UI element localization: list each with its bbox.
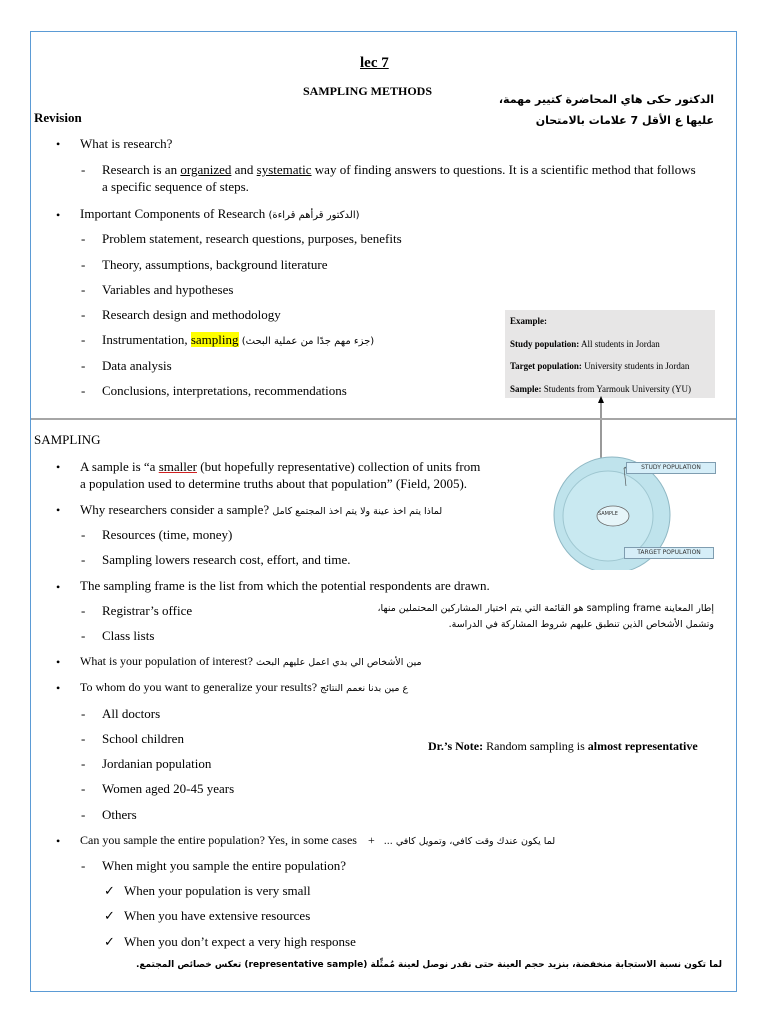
text-run: To whom do you want to generalize your results? <box>80 680 318 694</box>
sampling-frame-definition: The sampling frame is the list from which the potential respondents are drawn. <box>80 578 490 593</box>
dash-glyph: - <box>81 706 86 721</box>
why-sample-question <box>80 502 442 518</box>
research-definition-line2: a specific sequence of steps. <box>102 179 249 194</box>
value: All students in Jordan <box>579 338 660 349</box>
dash-glyph: - <box>81 527 86 542</box>
when-question: When might you sample the entire population? <box>102 858 347 873</box>
arabic-note: ع مين بدنا نعمم النتائج <box>320 683 409 694</box>
dash-glyph: - <box>81 603 86 618</box>
study-population-label: STUDY POPULATION <box>626 462 716 474</box>
bullet-glyph: • <box>56 503 61 517</box>
text-run: Important Components of Research <box>80 206 266 221</box>
component-item: Conclusions, interpretations, recommendations <box>102 383 347 398</box>
text-run: Instrumentation, <box>102 332 191 347</box>
component-item: Variables and hypotheses <box>102 282 234 297</box>
generalize-item: School children <box>102 731 184 746</box>
generalize-question <box>80 680 408 695</box>
plus-sign: + <box>367 833 375 847</box>
dash-glyph: - <box>81 807 86 822</box>
example-target-population <box>510 355 715 378</box>
text-run: Can you sample the entire population? Yes, in some cases <box>80 833 357 847</box>
generalize-item: Others <box>102 807 137 822</box>
text-run: (but hopefully representative) collection of units from <box>196 459 481 474</box>
bold-phrase: almost representative <box>587 739 698 753</box>
label: Study population: <box>510 338 580 349</box>
section-divider <box>31 418 736 420</box>
dash-glyph: - <box>81 731 86 746</box>
example-sample <box>510 378 715 401</box>
text-run: Random sampling is <box>483 739 588 753</box>
dash-glyph: - <box>81 307 86 322</box>
entire-population-question <box>80 833 555 848</box>
arabic-note-line1: الدكتور حكى هاي المحاضرة كتيير مهمة، <box>498 93 714 106</box>
component-item: Research design and methodology <box>102 307 281 322</box>
question-what-is-research: What is research? <box>80 136 173 151</box>
dash-glyph: - <box>81 781 86 796</box>
generalize-item: Women aged 20-45 years <box>102 781 235 796</box>
generalize-item: All doctors <box>102 706 161 721</box>
dash-glyph: - <box>81 282 86 297</box>
dash-glyph: - <box>81 231 86 246</box>
important-components-heading <box>80 206 360 222</box>
sampling-heading: SAMPLING <box>34 432 101 447</box>
when-item: When your population is very small <box>124 883 311 898</box>
bullet-glyph: • <box>56 655 61 669</box>
frame-arabic-note-line2: وتشمل الأشخاص الذين تنطبق عليهم شروط المشاركة في الدراسة. <box>448 619 714 630</box>
why-item: Resources (time, money) <box>102 527 233 542</box>
arabic-note: (جزء مهم جدًا من عملية البحث) <box>241 336 375 347</box>
check-icon: ✓ <box>104 883 115 898</box>
arabic-note: لماذا يتم اخذ عينة ولا يتم اخذ المجتمع كامل <box>272 506 443 517</box>
doctor-note <box>428 739 698 754</box>
value: Students from Yarmouk University (YU) <box>541 383 691 394</box>
sample-definition-line2: a population used to determine truths about that population” (Field, 2005). <box>80 476 468 491</box>
component-item: Problem statement, research questions, purposes, benefits <box>102 231 402 246</box>
when-item: When you don’t expect a very high response <box>124 934 356 949</box>
underlined-word: organized <box>180 162 232 177</box>
dash-glyph: - <box>81 552 86 567</box>
text-run: and <box>231 162 257 177</box>
check-icon: ✓ <box>104 908 115 923</box>
label: Dr.’s Note: <box>428 739 484 753</box>
example-heading: Example: <box>510 316 547 326</box>
text-run: way of finding answers to questions. It is a scientific method that follows <box>311 162 696 177</box>
why-item: Sampling lowers research cost, effort, and time. <box>102 552 351 567</box>
component-item: Theory, assumptions, background literature <box>102 257 328 272</box>
frame-arabic-note-line1: إطار المعاينة sampling frame هو القائمة التي يتم اختيار المشاركين المحتملين منها، <box>377 603 714 614</box>
example-box <box>505 310 715 398</box>
footer-arabic-note: لما تكون نسبة الاستجابة منخفضة، بنزيد حجم العينة حتى نقدر نوصل لعينة مُمثِّلة (representative sample) تعكس خصائص المجتمع. <box>135 960 722 970</box>
bullet-glyph: • <box>56 137 61 151</box>
lecture-number: lec 7 <box>360 55 389 71</box>
text-run: Why researchers consider a sample? <box>80 502 270 517</box>
example-study-population <box>510 333 715 356</box>
component-item-instrumentation <box>102 332 374 348</box>
underlined-word: systematic <box>256 162 312 177</box>
bullet-glyph: • <box>56 460 61 474</box>
dash-glyph: - <box>81 858 86 873</box>
dash-glyph: - <box>81 358 86 373</box>
sample-definition-line1 <box>80 459 480 475</box>
frame-item: Class lists <box>102 628 155 643</box>
target-population-label: TARGET POPULATION <box>624 547 714 559</box>
bullet-glyph: • <box>56 681 61 695</box>
arabic-note: مين الأشخاص الي بدي اعمل عليهم البحث <box>255 657 422 668</box>
component-item: Data analysis <box>102 358 172 373</box>
bullet-glyph: • <box>56 580 61 594</box>
check-icon: ✓ <box>104 934 115 949</box>
dash-glyph: - <box>81 756 86 771</box>
dash-glyph: - <box>81 257 86 272</box>
dash-glyph: - <box>81 162 86 177</box>
arabic-note: لما يكون عندك وقت كافي، وتمويل كافي ... <box>383 836 556 847</box>
label: Target population: <box>510 361 582 371</box>
bullet-glyph: • <box>56 208 61 222</box>
value: University students in Jordan <box>581 361 690 371</box>
population-of-interest-question <box>80 654 422 669</box>
text-run: A sample is “a <box>80 459 159 474</box>
when-item: When you have extensive resources <box>124 908 311 923</box>
underlined-word: smaller <box>158 459 197 474</box>
text-run: What is your population of interest? <box>80 654 253 668</box>
revision-heading: Revision <box>34 110 82 125</box>
frame-item: Registrar’s office <box>102 603 193 618</box>
sample-label: SAMPLE <box>598 511 618 517</box>
arabic-note-line2: عليها ع الأقل 7 علامات بالامتحان <box>535 114 714 127</box>
dash-glyph: - <box>81 383 86 398</box>
bullet-glyph: • <box>56 834 61 848</box>
dash-glyph: - <box>81 628 86 643</box>
page-title: SAMPLING METHODS <box>303 84 433 98</box>
text-run: Research is an <box>102 162 181 177</box>
dash-glyph: - <box>81 332 86 347</box>
arabic-note: (الدكتور قرأهم قراءة) <box>268 210 360 221</box>
generalize-item: Jordanian population <box>102 756 212 771</box>
label: Sample: <box>510 383 542 394</box>
highlighted-word: sampling <box>190 332 239 347</box>
research-definition-line1 <box>102 162 696 178</box>
